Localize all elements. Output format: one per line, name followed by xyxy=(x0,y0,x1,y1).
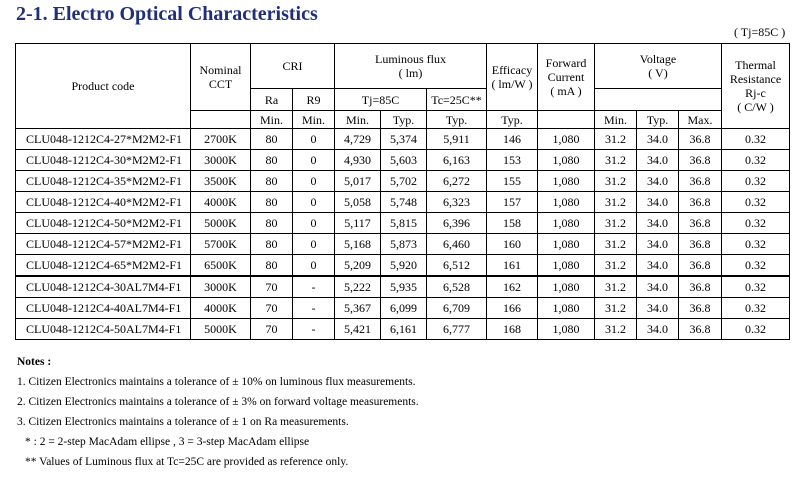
header-tj85: Tj=85C xyxy=(335,89,427,111)
voltage-typ-cell: 34.0 xyxy=(637,150,679,171)
efficacy-cell: 166 xyxy=(487,298,538,319)
header-cct-label: CCT xyxy=(208,77,233,91)
voltage-max-cell: 36.8 xyxy=(679,298,722,319)
ra-cell: 80 xyxy=(251,192,293,213)
header-voltage xyxy=(595,44,722,89)
header-rjc-label: Rj-c xyxy=(745,86,766,100)
voltage-typ-cell: 34.0 xyxy=(637,276,679,298)
flux-tc-cell: 6,528 xyxy=(427,276,487,298)
header-thermal-resistance xyxy=(722,44,790,129)
flux-typ-cell: 6,161 xyxy=(381,319,427,340)
header-efficacy-unit: ( lm/W ) xyxy=(491,77,533,91)
cct-cell: 5000K xyxy=(191,213,251,234)
efficacy-cell: 157 xyxy=(487,192,538,213)
r9-cell: 0 xyxy=(293,150,335,171)
thermal-resistance-cell: 0.32 xyxy=(722,213,790,234)
table-row xyxy=(16,298,790,319)
voltage-max-cell: 36.8 xyxy=(679,171,722,192)
voltage-typ-cell: 34.0 xyxy=(637,298,679,319)
note-item: 2. Citizen Electronics maintains a tolerance of ± 3% on forward voltage measurements. xyxy=(17,396,419,408)
r9-cell: 0 xyxy=(293,234,335,255)
current-cell: 1,080 xyxy=(538,276,595,298)
header-efficacy-label: Efficacy xyxy=(491,63,533,77)
cct-cell: 6500K xyxy=(191,255,251,277)
header-voltage-min: Min. xyxy=(595,111,637,129)
header-nominal-cct xyxy=(191,44,251,111)
efficacy-cell: 153 xyxy=(487,150,538,171)
flux-min-cell: 5,017 xyxy=(335,171,381,192)
notes-heading: Notes : xyxy=(17,356,52,368)
efficacy-cell: 158 xyxy=(487,213,538,234)
header-flux-label: Luminous flux xyxy=(375,52,446,66)
table-row xyxy=(16,255,790,277)
header-flux-tc-typ: Typ. xyxy=(427,111,487,129)
thermal-resistance-cell: 0.32 xyxy=(722,234,790,255)
product-code-cell: CLU048-1212C4-35*M2M2-F1 xyxy=(16,171,191,192)
header-nominal-label: Nominal xyxy=(199,63,242,77)
efficacy-cell: 162 xyxy=(487,276,538,298)
cct-cell: 5000K xyxy=(191,319,251,340)
ra-cell: 70 xyxy=(251,298,293,319)
flux-tc-cell: 6,512 xyxy=(427,255,487,277)
product-code-cell: CLU048-1212C4-50AL7M4-F1 xyxy=(16,319,191,340)
note-item: 3. Citizen Electronics maintains a tolerance of ± 1 on Ra measurements. xyxy=(17,416,349,428)
header-r9-min: Min. xyxy=(293,111,335,129)
voltage-max-cell: 36.8 xyxy=(679,319,722,340)
thermal-resistance-cell: 0.32 xyxy=(722,129,790,150)
cct-cell: 4000K xyxy=(191,298,251,319)
flux-tc-cell: 6,272 xyxy=(427,171,487,192)
voltage-max-cell: 36.8 xyxy=(679,276,722,298)
voltage-typ-cell: 34.0 xyxy=(637,255,679,277)
page-title: 2-1. Electro Optical Characteristics xyxy=(16,3,318,25)
flux-tc-cell: 6,777 xyxy=(427,319,487,340)
current-cell: 1,080 xyxy=(538,298,595,319)
current-cell: 1,080 xyxy=(538,319,595,340)
voltage-typ-cell: 34.0 xyxy=(637,213,679,234)
voltage-max-cell: 36.8 xyxy=(679,150,722,171)
r9-cell: 0 xyxy=(293,192,335,213)
efficacy-cell: 155 xyxy=(487,171,538,192)
header-voltage-typ: Typ. xyxy=(637,111,679,129)
flux-tc-cell: 6,460 xyxy=(427,234,487,255)
thermal-resistance-cell: 0.32 xyxy=(722,255,790,277)
header-current-spacer xyxy=(538,111,595,129)
ra-cell: 80 xyxy=(251,255,293,277)
current-cell: 1,080 xyxy=(538,192,595,213)
table-row xyxy=(16,192,790,213)
r9-cell: 0 xyxy=(293,255,335,277)
thermal-resistance-cell: 0.32 xyxy=(722,171,790,192)
current-cell: 1,080 xyxy=(538,129,595,150)
table-row xyxy=(16,213,790,234)
header-r9: R9 xyxy=(293,89,335,111)
cct-cell: 5700K xyxy=(191,234,251,255)
r9-cell: - xyxy=(293,319,335,340)
thermal-resistance-cell: 0.32 xyxy=(722,276,790,298)
efficacy-cell: 146 xyxy=(487,129,538,150)
product-code-cell: CLU048-1212C4-57*M2M2-F1 xyxy=(16,234,191,255)
voltage-min-cell: 31.2 xyxy=(595,150,637,171)
header-flux-unit: ( lm) xyxy=(398,66,423,80)
header-voltage-max: Max. xyxy=(679,111,722,129)
voltage-min-cell: 31.2 xyxy=(595,213,637,234)
cct-cell: 3000K xyxy=(191,276,251,298)
current-cell: 1,080 xyxy=(538,255,595,277)
flux-typ-cell: 5,603 xyxy=(381,150,427,171)
flux-min-cell: 4,930 xyxy=(335,150,381,171)
voltage-min-cell: 31.2 xyxy=(595,298,637,319)
note-item: 1. Citizen Electronics maintains a tolerance of ± 10% on luminous flux measurements. xyxy=(17,376,416,388)
table-row xyxy=(16,319,790,340)
ra-cell: 80 xyxy=(251,171,293,192)
current-cell: 1,080 xyxy=(538,213,595,234)
voltage-max-cell: 36.8 xyxy=(679,213,722,234)
product-code-cell: CLU048-1212C4-65*M2M2-F1 xyxy=(16,255,191,277)
electro-optical-table xyxy=(15,43,790,340)
product-code-cell: CLU048-1212C4-50*M2M2-F1 xyxy=(16,213,191,234)
product-code-cell: CLU048-1212C4-30AL7M4-F1 xyxy=(16,276,191,298)
header-flux-min: Min. xyxy=(335,111,381,129)
flux-tc-cell: 6,323 xyxy=(427,192,487,213)
ra-cell: 80 xyxy=(251,150,293,171)
ra-cell: 70 xyxy=(251,319,293,340)
header-resistance-label: Resistance xyxy=(729,72,782,86)
product-code-cell: CLU048-1212C4-27*M2M2-F1 xyxy=(16,129,191,150)
product-code-cell: CLU048-1212C4-30*M2M2-F1 xyxy=(16,150,191,171)
product-code-cell: CLU048-1212C4-40AL7M4-F1 xyxy=(16,298,191,319)
flux-typ-cell: 5,702 xyxy=(381,171,427,192)
voltage-min-cell: 31.2 xyxy=(595,192,637,213)
ra-cell: 80 xyxy=(251,129,293,150)
measurement-condition: ( Tj=85C ) xyxy=(734,25,786,39)
flux-typ-cell: 5,920 xyxy=(381,255,427,277)
voltage-max-cell: 36.8 xyxy=(679,129,722,150)
efficacy-cell: 168 xyxy=(487,319,538,340)
header-efficacy-typ: Typ. xyxy=(487,111,538,129)
flux-min-cell: 5,367 xyxy=(335,298,381,319)
r9-cell: 0 xyxy=(293,129,335,150)
flux-tc-cell: 6,163 xyxy=(427,150,487,171)
table-row xyxy=(16,234,790,255)
header-flux-typ: Typ. xyxy=(381,111,427,129)
thermal-resistance-cell: 0.32 xyxy=(722,298,790,319)
note-sub-item: * : 2 = 2-step MacAdam ellipse , 3 = 3-step MacAdam ellipse xyxy=(25,436,310,448)
note-sub-item: ** Values of Luminous flux at Tc=25C are provided as reference only. xyxy=(25,456,349,468)
current-cell: 1,080 xyxy=(538,171,595,192)
table-row xyxy=(16,129,790,150)
header-ra: Ra xyxy=(251,89,293,111)
table-row xyxy=(16,150,790,171)
efficacy-cell: 161 xyxy=(487,255,538,277)
flux-tc-cell: 5,911 xyxy=(427,129,487,150)
header-voltage-spacer xyxy=(595,89,722,111)
voltage-min-cell: 31.2 xyxy=(595,171,637,192)
efficacy-cell: 160 xyxy=(487,234,538,255)
flux-typ-cell: 5,873 xyxy=(381,234,427,255)
table-body xyxy=(16,129,790,340)
header-current-unit: ( mA ) xyxy=(550,84,582,98)
flux-typ-cell: 5,935 xyxy=(381,276,427,298)
voltage-min-cell: 31.2 xyxy=(595,129,637,150)
voltage-min-cell: 31.2 xyxy=(595,319,637,340)
current-cell: 1,080 xyxy=(538,234,595,255)
header-voltage-label: Voltage xyxy=(639,52,677,66)
cct-cell: 3500K xyxy=(191,171,251,192)
voltage-typ-cell: 34.0 xyxy=(637,129,679,150)
thermal-resistance-cell: 0.32 xyxy=(722,319,790,340)
flux-min-cell: 5,421 xyxy=(335,319,381,340)
r9-cell: - xyxy=(293,276,335,298)
thermal-resistance-cell: 0.32 xyxy=(722,192,790,213)
header-row-1 xyxy=(16,44,790,89)
header-product-code: Product code xyxy=(16,44,191,129)
cct-cell: 4000K xyxy=(191,192,251,213)
voltage-max-cell: 36.8 xyxy=(679,255,722,277)
flux-typ-cell: 6,099 xyxy=(381,298,427,319)
header-cct-spacer xyxy=(191,111,251,129)
voltage-typ-cell: 34.0 xyxy=(637,171,679,192)
flux-min-cell: 5,209 xyxy=(335,255,381,277)
r9-cell: - xyxy=(293,298,335,319)
r9-cell: 0 xyxy=(293,171,335,192)
voltage-min-cell: 31.2 xyxy=(595,276,637,298)
flux-typ-cell: 5,815 xyxy=(381,213,427,234)
voltage-typ-cell: 34.0 xyxy=(637,319,679,340)
voltage-min-cell: 31.2 xyxy=(595,255,637,277)
thermal-resistance-cell: 0.32 xyxy=(722,150,790,171)
cct-cell: 3000K xyxy=(191,150,251,171)
header-thermal-unit: ( C/W ) xyxy=(737,100,774,114)
voltage-typ-cell: 34.0 xyxy=(637,234,679,255)
flux-typ-cell: 5,374 xyxy=(381,129,427,150)
table-row xyxy=(16,276,790,298)
ra-cell: 80 xyxy=(251,213,293,234)
header-luminous-flux xyxy=(335,44,487,89)
header-voltage-unit: ( V) xyxy=(648,66,668,80)
header-ra-min: Min. xyxy=(251,111,293,129)
header-thermal-label: Thermal xyxy=(735,58,776,72)
product-code-cell: CLU048-1212C4-40*M2M2-F1 xyxy=(16,192,191,213)
flux-tc-cell: 6,709 xyxy=(427,298,487,319)
flux-min-cell: 4,729 xyxy=(335,129,381,150)
ra-cell: 70 xyxy=(251,276,293,298)
header-forward-label: Forward xyxy=(545,56,587,70)
flux-typ-cell: 5,748 xyxy=(381,192,427,213)
voltage-max-cell: 36.8 xyxy=(679,234,722,255)
flux-tc-cell: 6,396 xyxy=(427,213,487,234)
flux-min-cell: 5,168 xyxy=(335,234,381,255)
header-current-label: Current xyxy=(547,70,585,84)
flux-min-cell: 5,117 xyxy=(335,213,381,234)
flux-min-cell: 5,058 xyxy=(335,192,381,213)
header-tc25: Tc=25C** xyxy=(427,89,487,111)
table-row xyxy=(16,171,790,192)
header-cri: CRI xyxy=(251,44,335,89)
voltage-max-cell: 36.8 xyxy=(679,192,722,213)
voltage-min-cell: 31.2 xyxy=(595,234,637,255)
header-forward-current xyxy=(538,44,595,111)
notes-section xyxy=(17,352,419,472)
r9-cell: 0 xyxy=(293,213,335,234)
current-cell: 1,080 xyxy=(538,150,595,171)
header-efficacy xyxy=(487,44,538,111)
flux-min-cell: 5,222 xyxy=(335,276,381,298)
cct-cell: 2700K xyxy=(191,129,251,150)
ra-cell: 80 xyxy=(251,234,293,255)
voltage-typ-cell: 34.0 xyxy=(637,192,679,213)
